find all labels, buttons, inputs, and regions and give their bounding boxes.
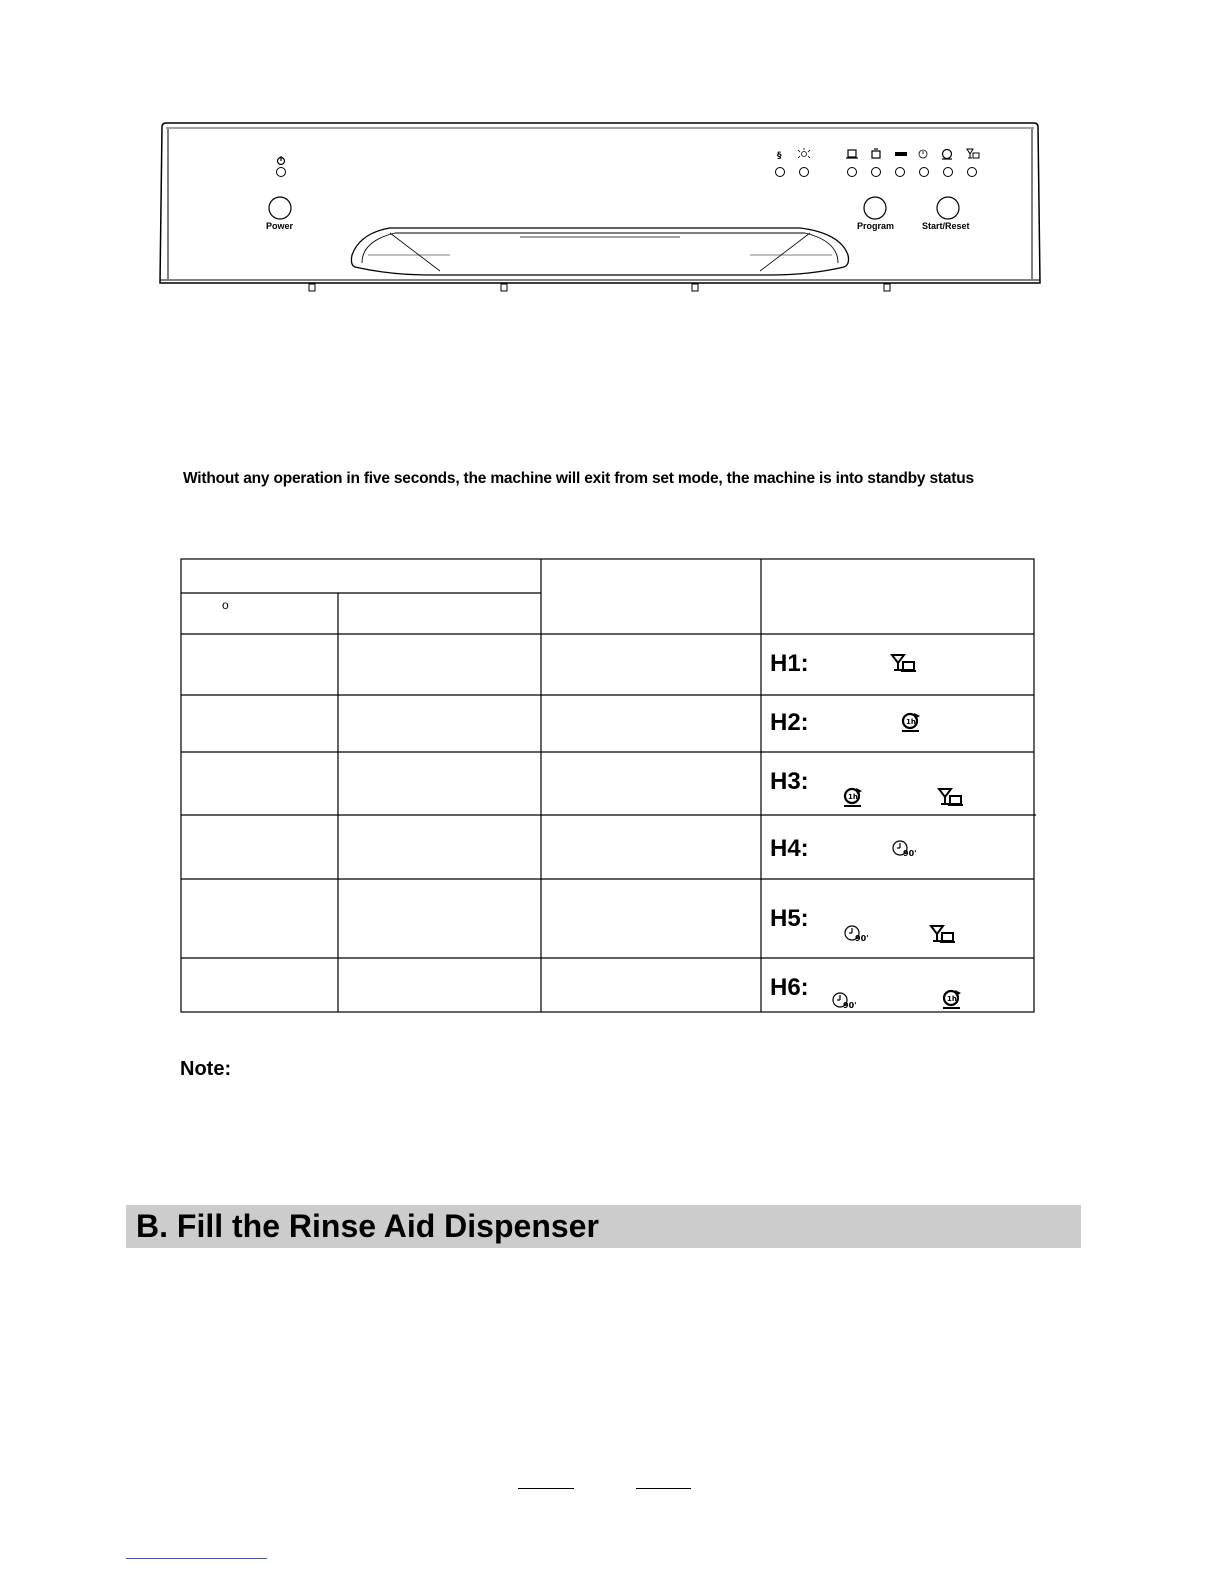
underline-right — [636, 1488, 691, 1489]
power-button-label: Power — [266, 221, 294, 231]
row-code-h6: H6: — [770, 974, 809, 1001]
header-small-mark: o — [222, 598, 229, 612]
row-code-h4: H4: — [770, 835, 809, 862]
link-underline[interactable] — [126, 1558, 267, 1559]
h5-glass-icon — [931, 926, 955, 942]
section-header-bar — [126, 1205, 1081, 1248]
h6-1hour-icon — [943, 990, 961, 1008]
program-button-label: Program — [857, 221, 895, 231]
row-code-h1: H1: — [770, 650, 809, 677]
h3-glass-icon — [939, 789, 963, 805]
row-icons: 1h 90' — [0, 0, 1224, 1100]
standby-notice: Without any operation in five seconds, the machine will exit from set mode, the machine is into standby status — [183, 470, 974, 487]
section-title: B. Fill the Rinse Aid Dispenser — [136, 1208, 599, 1244]
underline-left — [518, 1488, 574, 1489]
row-code-h3: H3: — [770, 768, 809, 795]
h2-1hour-icon — [902, 713, 920, 731]
h6-90min-icon — [833, 993, 857, 1010]
row-code-h5: H5: — [770, 905, 809, 932]
svg-text:§: § — [777, 151, 782, 161]
h5-90min-icon — [845, 926, 869, 943]
row-code-h2: H2: — [770, 709, 809, 736]
h4-90min-icon — [893, 841, 917, 858]
note-label: Note: — [180, 1058, 232, 1080]
start-reset-button-label: Start/Reset — [922, 221, 970, 231]
h3-1hour-icon — [844, 788, 862, 806]
h1-glass-icon — [892, 655, 916, 671]
